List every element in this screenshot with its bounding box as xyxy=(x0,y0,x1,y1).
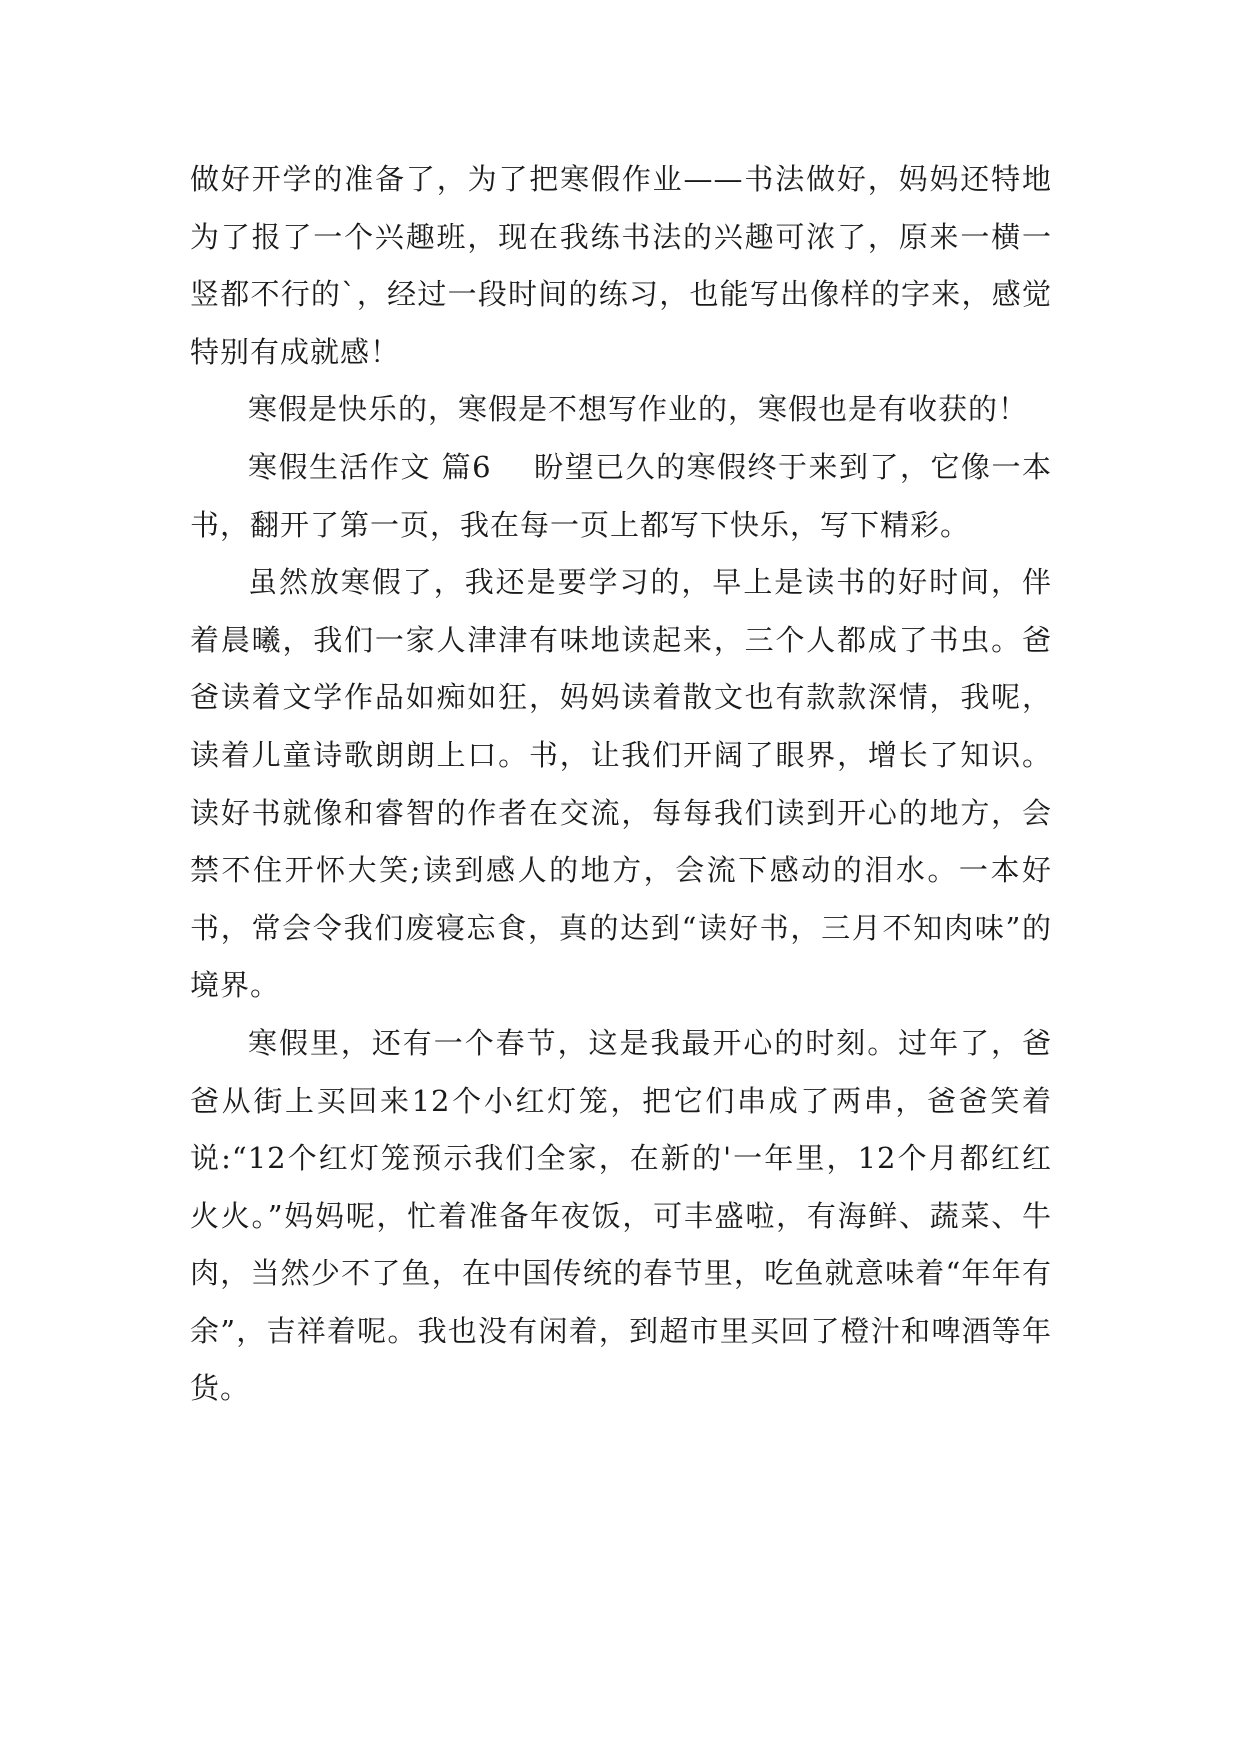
document-body xyxy=(190,151,1052,1418)
paragraph-3 xyxy=(190,439,1052,554)
section-heading: 寒假生活作文 篇6 xyxy=(248,449,492,484)
paragraph-4: 虽然放寒假了，我还是要学习的，早上是读书的好时间，伴着晨曦，我们一家人津津有味地读起来，三个人都成了书虫。爸爸读着文学作品如痴如狂，妈妈读着散文也有款款深情，我呢，读着儿童诗歌朗朗上口。书，让我们开阔了眼界，增长了知识。读好书就像和睿智的作者在交流，每每我们读到开心的地方，会禁不住开怀大笑;读到感人的地方，会流下感动的泪水。一本好书，常会令我们废寝忘食，真的达到“读好书，三月不知肉味”的境界。 xyxy=(190,565,1052,1003)
paragraph-3-text: 盼望已久的寒假终于来到了，它像一本书，翻开了第一页，我在每一页上都写下快乐，写下精彩。 xyxy=(190,449,1052,542)
paragraph-2: 寒假是快乐的，寒假是不想写作业的，寒假也是有收获的！ xyxy=(248,392,1029,427)
paragraph-1: 做好开学的准备了，为了把寒假作业——书法做好，妈妈还特地为了报了一个兴趣班，现在我练书法的兴趣可浓了，原来一横一竖都不行的`，经过一段时间的练习，也能写出像样的字来，感觉特别有成就感！ xyxy=(190,162,1052,369)
paragraph-5: 寒假里，还有一个春节，这是我最开心的时刻。过年了，爸爸从街上买回来12个小红灯笼，把它们串成了两串，爸爸笑着说:“12个红灯笼预示我们全家，在新的'一年里，12个月都红红火火。”妈妈呢，忙着准备年夜饭，可丰盛啦，有海鲜、蔬菜、牛肉，当然少不了鱼，在中国传统的春节里，吃鱼就意味着“年年有余”，吉祥着呢。我也没有闲着，到超市里买回了橙汁和啤酒等年货。 xyxy=(190,1025,1052,1406)
